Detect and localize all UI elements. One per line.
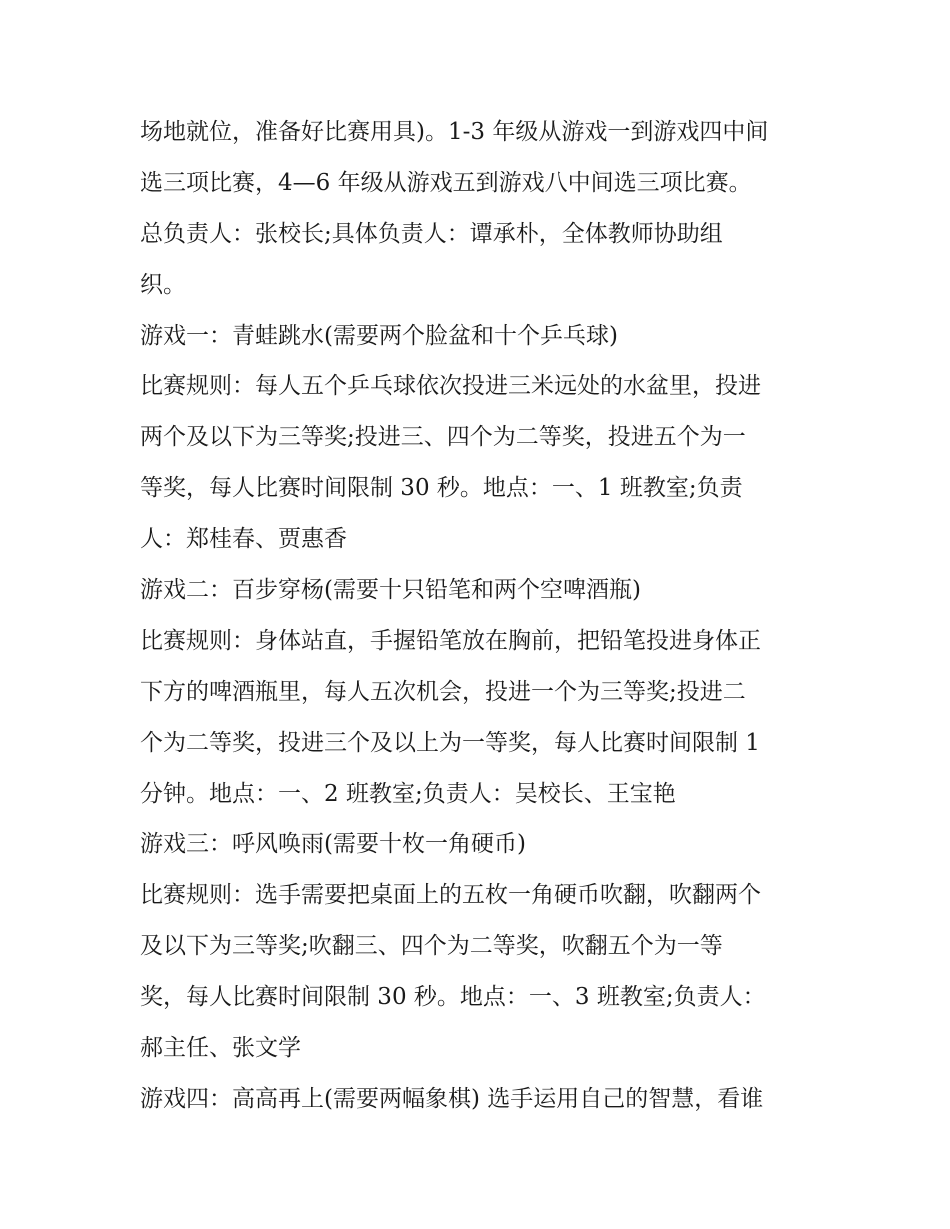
text-line: 比赛规则：每人五个乒乓球依次投进三米远处的水盆里，投进	[140, 373, 761, 400]
text-line: 选三项比赛，4—6 年级从游戏五到游戏八中间选三项比赛。	[140, 169, 752, 196]
text-line: 等奖，每人比赛时间限制 30 秒。地点：一、1 班教室;负责	[140, 475, 743, 502]
text-line: 个为二等奖，投进三个及以上为一等奖，每人比赛时间限制 1	[140, 729, 760, 756]
game-heading: 游戏一：青蛙跳水(需要两个脸盆和十个乒乓球)	[140, 322, 618, 349]
text-line: 总负责人：张校长;具体负责人：谭承朴，全体教师协助组	[140, 220, 723, 247]
game-heading: 游戏二：百步穿杨(需要十只铅笔和两个空啤酒瓶)	[140, 577, 641, 604]
document-body	[140, 107, 820, 1125]
text-line: 比赛规则：身体站直，手握铅笔放在胸前，把铅笔投进身体正	[140, 627, 761, 654]
text-line: 比赛规则：选手需要把桌面上的五枚一角硬币吹翻，吹翻两个	[140, 882, 761, 909]
text-line: 人：郑桂春、贾惠香	[140, 526, 347, 553]
game-heading: 游戏三：呼风唤雨(需要十枚一角硬币)	[140, 831, 526, 858]
text-line: 织。	[140, 271, 186, 298]
game-heading: 游戏四：高高再上(需要两幅象棋) 选手运用自己的智慧，看谁	[140, 1085, 764, 1112]
text-line: 两个及以下为三等奖;投进三、四个为二等奖，投进五个为一	[140, 424, 746, 451]
text-line: 及以下为三等奖;吹翻三、四个为二等奖，吹翻五个为一等	[140, 933, 723, 960]
text-line: 场地就位，准备好比赛用具)。1-3 年级从游戏一到游戏四中间	[140, 119, 769, 145]
text-line: 郝主任、张文学	[140, 1035, 301, 1062]
text-line: 奖，每人比赛时间限制 30 秒。地点：一、3 班教室;负责人：	[140, 984, 766, 1011]
text-line: 分钟。地点：一、2 班教室;负责人：吴校长、王宝艳	[140, 780, 676, 807]
text-line: 下方的啤酒瓶里，每人五次机会，投进一个为三等奖;投进二	[140, 678, 746, 705]
